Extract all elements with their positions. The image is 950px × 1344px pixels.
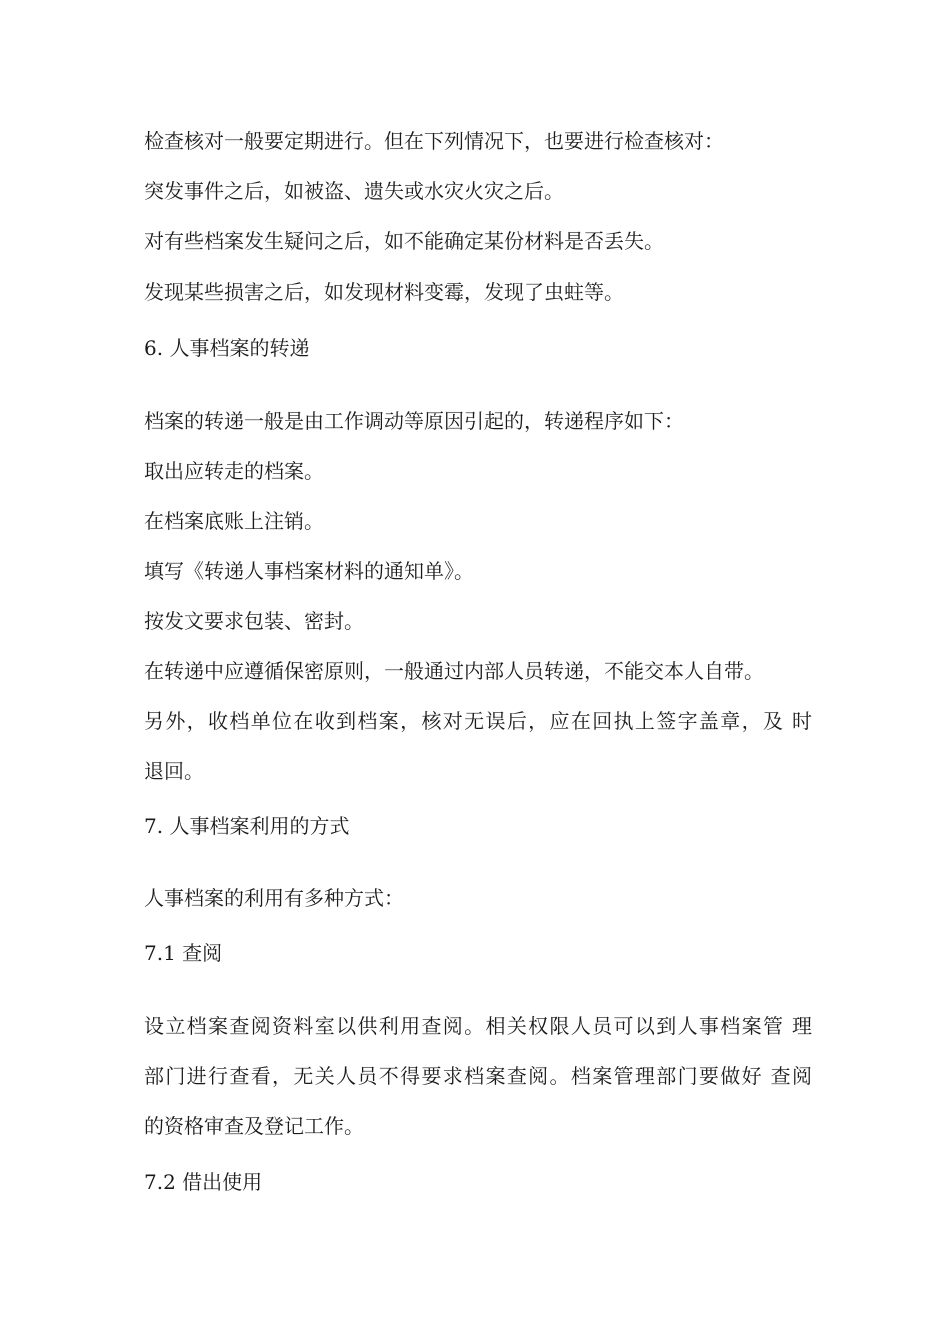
subsection-heading-7-1: 7.1 查阅: [144, 941, 223, 965]
section-heading-6: 6. 人事档案的转递: [144, 336, 310, 360]
paragraph-transfer-intro: 档案的转递一般是由工作调动等原因引起的，转递程序如下：: [144, 409, 684, 433]
paragraph-step-seal: 按发文要求包装、密封。: [144, 609, 364, 633]
paragraph-consult-line2: 部门进行查看，无关人员不得要求档案查阅。档案管理部门要做好 查阅: [144, 1064, 812, 1088]
paragraph-step-take-out: 取出应转走的档案。: [144, 459, 324, 483]
paragraph-check-intro: 检查核对一般要定期进行。但在下列情况下，也要进行检查核对：: [144, 129, 724, 153]
paragraph-doubt: 对有些档案发生疑问之后，如不能确定某份材料是否丢失。: [144, 229, 664, 253]
paragraph-step-form: 填写《转递人事档案材料的通知单》。: [144, 559, 474, 583]
paragraph-damage: 发现某些损害之后，如发现材料变霉，发现了虫蛀等。: [144, 280, 624, 304]
paragraph-receipt-line2: 退回。: [144, 759, 204, 783]
subsection-heading-7-2: 7.2 借出使用: [144, 1170, 263, 1194]
section-heading-7: 7. 人事档案利用的方式: [144, 814, 350, 838]
paragraph-step-cancel: 在档案底账上注销。: [144, 509, 324, 533]
paragraph-confidential: 在转递中应遵循保密原则，一般通过内部人员转递，不能交本人自带。: [144, 659, 764, 683]
paragraph-emergency: 突发事件之后，如被盗、遗失或水灾火灾之后。: [144, 179, 564, 203]
paragraph-consult-line3: 的资格审查及登记工作。: [144, 1114, 364, 1138]
paragraph-usage-intro: 人事档案的利用有多种方式：: [144, 886, 404, 910]
paragraph-consult-line1: 设立档案查阅资料室以供利用查阅。相关权限人员可以到人事档案管 理: [144, 1014, 812, 1038]
paragraph-receipt-line1: 另外，收档单位在收到档案，核对无误后，应在回执上签字盖章，及 时: [144, 709, 812, 733]
